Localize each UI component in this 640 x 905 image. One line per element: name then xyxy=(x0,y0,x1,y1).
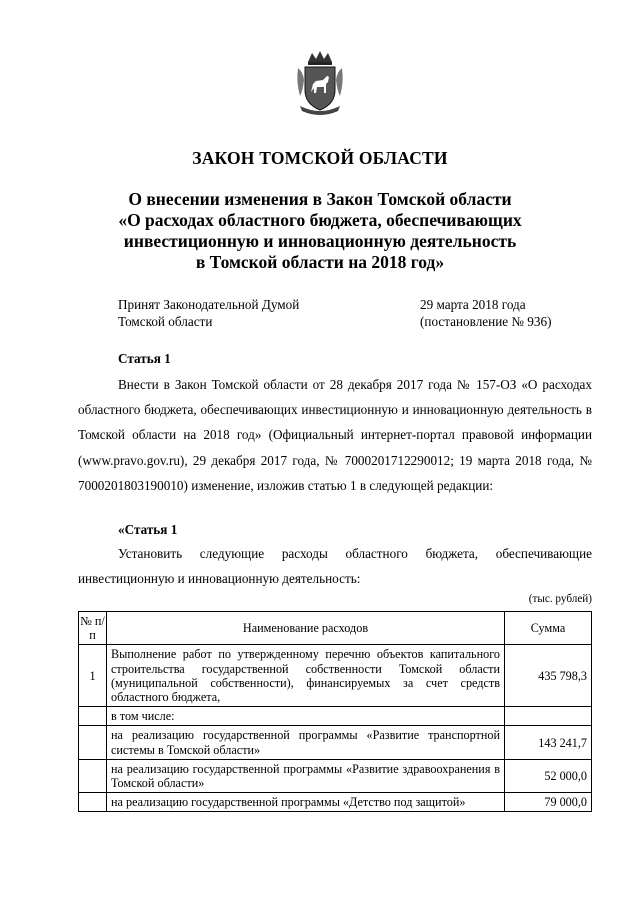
adopted-date: 29 марта 2018 года (постановление № 936) xyxy=(420,297,552,329)
quoted-article-text: Установить следующие расходы областного бюджета, обеспечивающие инвестиционную и инновационную деятельность: xyxy=(78,546,592,587)
table-header-row xyxy=(79,612,592,645)
header-sum: Сумма xyxy=(505,612,592,645)
header-name: Наименование расходов xyxy=(107,612,505,645)
article-1-heading: Статья 1 xyxy=(118,351,171,366)
coat-of-arms-icon xyxy=(294,50,346,116)
table-row: на реализацию государственной программы «Развитие здравоохранения в Томской области» 52 000,0 xyxy=(79,759,592,792)
law-title: ЗАКОН ТОМСКОЙ ОБЛАСТИ xyxy=(192,148,448,168)
adopted-by: Принят Законодательной Думой Томской области xyxy=(118,297,300,329)
table-row: на реализацию государственной программы «Детство под защитой» 79 000,0 xyxy=(79,793,592,812)
quoted-article-heading: «Статья 1 xyxy=(118,522,178,537)
table-row: на реализацию государственной программы «Развитие транспортной системы в Томской области» 143 241,7 xyxy=(79,726,592,759)
law-subtitle: О внесении изменения в Закон Томской области «О расходах областного бюджета, обеспечивающих инвестиционную и инновационную деятельность в Томской области на 2018 год» xyxy=(118,189,522,272)
article-1-text: Внести в Закон Томской области от 28 декабря 2017 года № 157-ОЗ «О расходах областного бюджета, обеспечивающих инвестиционную и инновационную деятельность в Томской области на 2018 год» (Официальный интернет-портал правовой информации (www.pravo.gov.ru), 29 декабря 2017 года, № 7000201712290012; 19 марта 2018 года, № 7000201803190010) изменение, изложив статью 1 в следующей редакции: xyxy=(78,377,592,493)
expenses-table xyxy=(78,611,592,812)
units-note: (тыс. рублей) xyxy=(528,593,592,605)
table-row: 1 Выполнение работ по утвержденному перечню объектов капитального строительства государственной собственности Томской области (муниципальной собственности), финансируемых за счет средств областного бюджета, 435 798,3 xyxy=(79,645,592,707)
table-row: в том числе: xyxy=(79,707,592,726)
header-num: № п/п xyxy=(79,612,107,645)
